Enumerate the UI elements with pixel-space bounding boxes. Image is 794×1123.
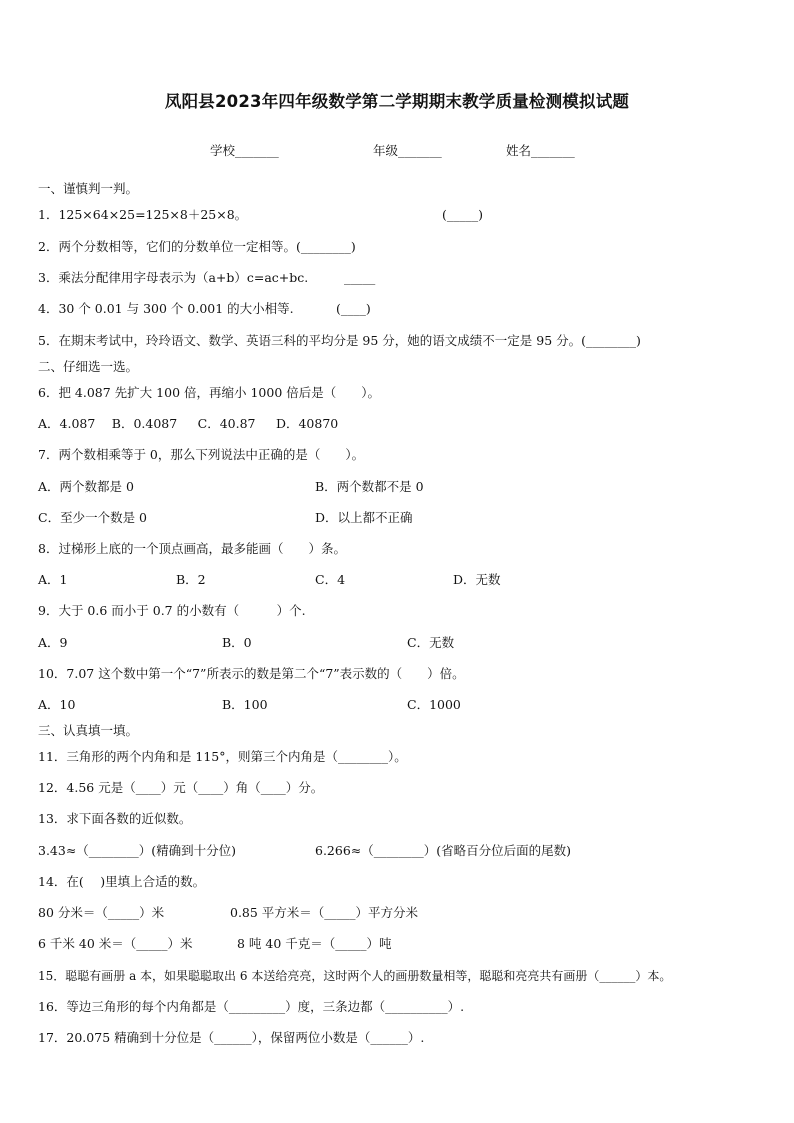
question-14b: 0.85 平方米＝（_____）平方分米 bbox=[230, 905, 419, 920]
question-6-options[interactable]: A．4.087 B．0.4087 C．40.87 D．40870 bbox=[38, 416, 339, 431]
option-7b[interactable]: B．两个数都不是 0 bbox=[315, 479, 424, 494]
section-heading-judge: 一、谨慎判一判。 bbox=[38, 181, 139, 196]
question-16: 16．等边三角形的每个内角都是（_________）度，三条边都（__________）. bbox=[38, 999, 465, 1014]
question-14: 14．在( )里填上合适的数。 bbox=[38, 874, 206, 889]
question-11: 11．三角形的两个内角和是 115°，则第三个内角是（________）。 bbox=[38, 749, 407, 764]
option-10a[interactable]: A．10 bbox=[38, 697, 76, 712]
option-8c[interactable]: C．4 bbox=[315, 572, 346, 587]
option-7d[interactable]: D．以上都不正确 bbox=[315, 510, 413, 525]
question-5: 5．在期末考试中，玲玲语文、数学、英语三科的平均分是 95 分，她的语文成绩不一定是 95 分。(________) bbox=[38, 333, 641, 348]
question-1: 1．125×64×25=125×8＋25×8。 bbox=[38, 207, 248, 222]
question-7: 7．两个数相乘等于 0，那么下列说法中正确的是（ ）。 bbox=[38, 447, 365, 462]
option-7c[interactable]: C．至少一个数是 0 bbox=[38, 510, 147, 525]
question-10: 10．7.07 这个数中第一个“7”所表示的数是第二个“7”表示数的（ ）倍。 bbox=[38, 666, 465, 681]
answer-blank-1[interactable]: (_____) bbox=[442, 207, 484, 222]
option-9a[interactable]: A．9 bbox=[38, 635, 68, 650]
answer-blank-4[interactable]: (____) bbox=[336, 301, 371, 316]
answer-blank-3[interactable]: _____ bbox=[344, 270, 376, 285]
page-title: 凤阳县2023年四年级数学第二学期期末教学质量检测模拟试题 bbox=[164, 92, 630, 111]
question-14c: 6 千米 40 米＝（_____）米 bbox=[38, 936, 193, 951]
question-3: 3．乘法分配律用字母表示为（a+b）c=ac+bc. bbox=[38, 270, 309, 285]
option-10c[interactable]: C．1000 bbox=[407, 697, 461, 712]
question-15: 15．聪聪有画册 a 本，如果聪聪取出 6 本送给亮亮，这时两个人的画册数量相等，聪聪和亮亮共有画册（______）本。 bbox=[38, 969, 672, 983]
question-9: 9．大于 0.6 而小于 0.7 的小数有（ ）个. bbox=[38, 603, 306, 618]
option-7a[interactable]: A．两个数都是 0 bbox=[38, 479, 134, 494]
school-field[interactable]: 学校_______ bbox=[210, 143, 279, 158]
question-14d: 8 吨 40 千克＝（_____）吨 bbox=[237, 936, 392, 951]
question-13: 13．求下面各数的近似数。 bbox=[38, 811, 192, 826]
section-heading-choose: 二、仔细选一选。 bbox=[38, 359, 139, 374]
section-heading-fill: 三、认真填一填。 bbox=[38, 723, 139, 738]
option-8d[interactable]: D．无数 bbox=[453, 572, 501, 587]
question-4: 4．30 个 0.01 与 300 个 0.001 的大小相等. bbox=[38, 301, 294, 316]
question-17: 17．20.075 精确到十分位是（______），保留两位小数是（______）. bbox=[38, 1030, 425, 1045]
option-10b[interactable]: B．100 bbox=[222, 697, 268, 712]
question-14a: 80 分米＝（_____）米 bbox=[38, 905, 165, 920]
question-13b: 6.266≈（________）(省略百分位后面的尾数) bbox=[315, 843, 572, 858]
name-field[interactable]: 姓名_______ bbox=[506, 143, 575, 158]
grade-field[interactable]: 年级_______ bbox=[373, 143, 442, 158]
option-8b[interactable]: B．2 bbox=[176, 572, 206, 587]
option-8a[interactable]: A．1 bbox=[38, 572, 68, 587]
question-2: 2．两个分数相等，它们的分数单位一定相等。(________) bbox=[38, 239, 356, 254]
option-9b[interactable]: B．0 bbox=[222, 635, 252, 650]
question-8: 8．过梯形上底的一个顶点画高，最多能画（ ）条。 bbox=[38, 541, 346, 556]
option-9c[interactable]: C．无数 bbox=[407, 635, 455, 650]
question-13a: 3.43≈（________）(精确到十分位) bbox=[38, 843, 237, 858]
question-12: 12．4.56 元是（____）元（____）角（____）分。 bbox=[38, 780, 324, 795]
question-6: 6．把 4.087 先扩大 100 倍，再缩小 1000 倍后是（ ）。 bbox=[38, 385, 380, 400]
